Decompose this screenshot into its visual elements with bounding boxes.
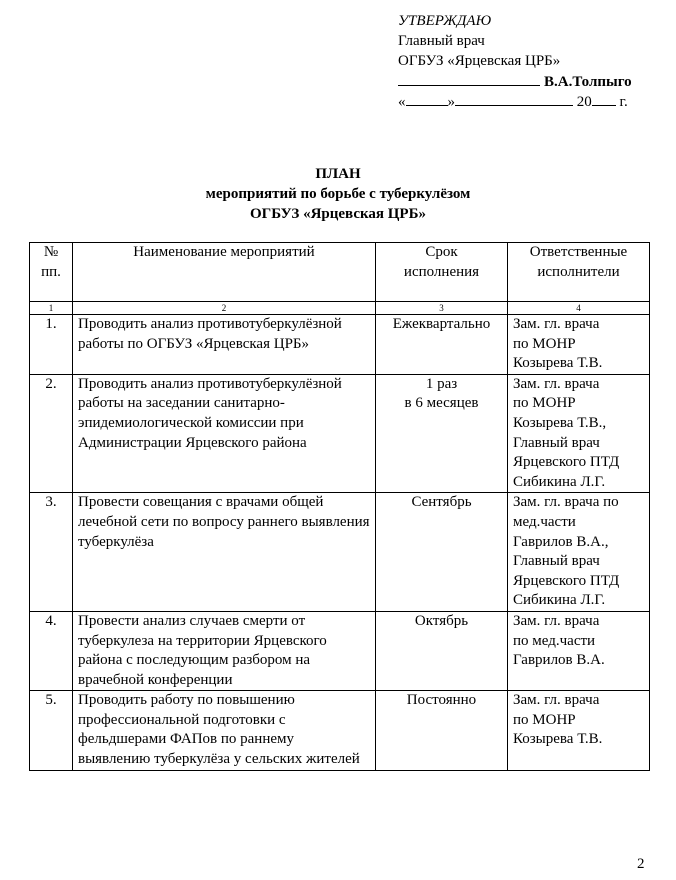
- row-responsible: Зам. гл. врача по мед.части Гаврилов В.А.: [508, 611, 650, 690]
- date-quote-open: «: [398, 94, 406, 110]
- approver-position: Главный врач: [398, 33, 485, 49]
- row-number: 1.: [30, 315, 73, 375]
- row-term: 1 раз в 6 месяцев: [376, 374, 508, 493]
- date-day-blank: [406, 91, 448, 106]
- table-row: [30, 611, 650, 690]
- approve-word: УТВЕРЖДАЮ: [398, 13, 492, 29]
- column-number-row: [30, 302, 650, 315]
- table-row: [30, 493, 650, 612]
- plan-table: [29, 242, 650, 771]
- table-row: [30, 315, 650, 375]
- header-term: Срок исполнения: [376, 243, 508, 302]
- header-resp: Ответственные исполнители: [508, 243, 650, 302]
- row-activity: Проводить анализ противотуберкулёзной работы по ОГБУЗ «Ярцевская ЦРБ»: [73, 315, 376, 375]
- row-term: Октябрь: [376, 611, 508, 690]
- header-num: № пп.: [30, 243, 73, 302]
- col-number-1: 1: [30, 302, 73, 315]
- signature-blank: [398, 71, 540, 86]
- table-row: [30, 691, 650, 770]
- title-line-1: ПЛАН: [315, 166, 361, 182]
- row-responsible: Зам. гл. врача по МОНР Козырева Т.В., Главный врач Ярцевского ПТД Сибикина Л.Г.: [508, 374, 650, 493]
- table-header-row: [30, 243, 650, 302]
- signatory-name: В.А.Толпыго: [544, 74, 632, 90]
- row-term: Постоянно: [376, 691, 508, 770]
- date-year-prefix: 20: [576, 94, 592, 110]
- row-number: 5.: [30, 691, 73, 770]
- row-activity: Провести совещания с врачами общей лечебной сети по вопросу раннего выявления туберкулёза: [73, 493, 376, 612]
- col-number-4: 4: [508, 302, 650, 315]
- row-number: 3.: [30, 493, 73, 612]
- page-number: 2: [637, 856, 645, 872]
- row-activity: Проводить анализ противотуберкулёзной работы на заседании санитарно-эпидемиологической комиссии при Администрации Ярцевского района: [73, 374, 376, 493]
- date-year-suffix: г.: [619, 94, 628, 110]
- approval-block: [398, 11, 632, 111]
- row-term: Ежеквартально: [376, 315, 508, 375]
- title-line-3: ОГБУЗ «Ярцевская ЦРБ»: [249, 206, 427, 222]
- title-line-2: мероприятий по борьбе с туберкулёзом: [205, 186, 471, 202]
- document-title: [0, 164, 676, 224]
- date-month-blank: [455, 91, 573, 106]
- row-responsible: Зам. гл. врача по МОНР Козырева Т.В.: [508, 315, 650, 375]
- date-quote-close: »: [447, 94, 455, 110]
- header-name: Наименование мероприятий: [73, 243, 376, 302]
- table-row: [30, 374, 650, 493]
- col-number-2: 2: [73, 302, 376, 315]
- row-responsible: Зам. гл. врача по МОНР Козырева Т.В.: [508, 691, 650, 770]
- row-term: Сентябрь: [376, 493, 508, 612]
- date-year-blank: [592, 91, 616, 106]
- row-activity: Проводить работу по повышению профессиональной подготовки с фельдшерами ФАПов по раннему выявлению туберкулёза у сельских жителей: [73, 691, 376, 770]
- row-activity: Провести анализ случаев смерти от туберкулеза на территории Ярцевского района с последующим разбором на врачебной конференции: [73, 611, 376, 690]
- col-number-3: 3: [376, 302, 508, 315]
- row-number: 2.: [30, 374, 73, 493]
- approval-date: [398, 91, 632, 111]
- approver-organization: ОГБУЗ «Ярцевская ЦРБ»: [398, 53, 561, 69]
- row-number: 4.: [30, 611, 73, 690]
- signature-line: [398, 71, 632, 91]
- row-responsible: Зам. гл. врача по мед.части Гаврилов В.А., Главный врач Ярцевского ПТД Сибикина Л.Г.: [508, 493, 650, 612]
